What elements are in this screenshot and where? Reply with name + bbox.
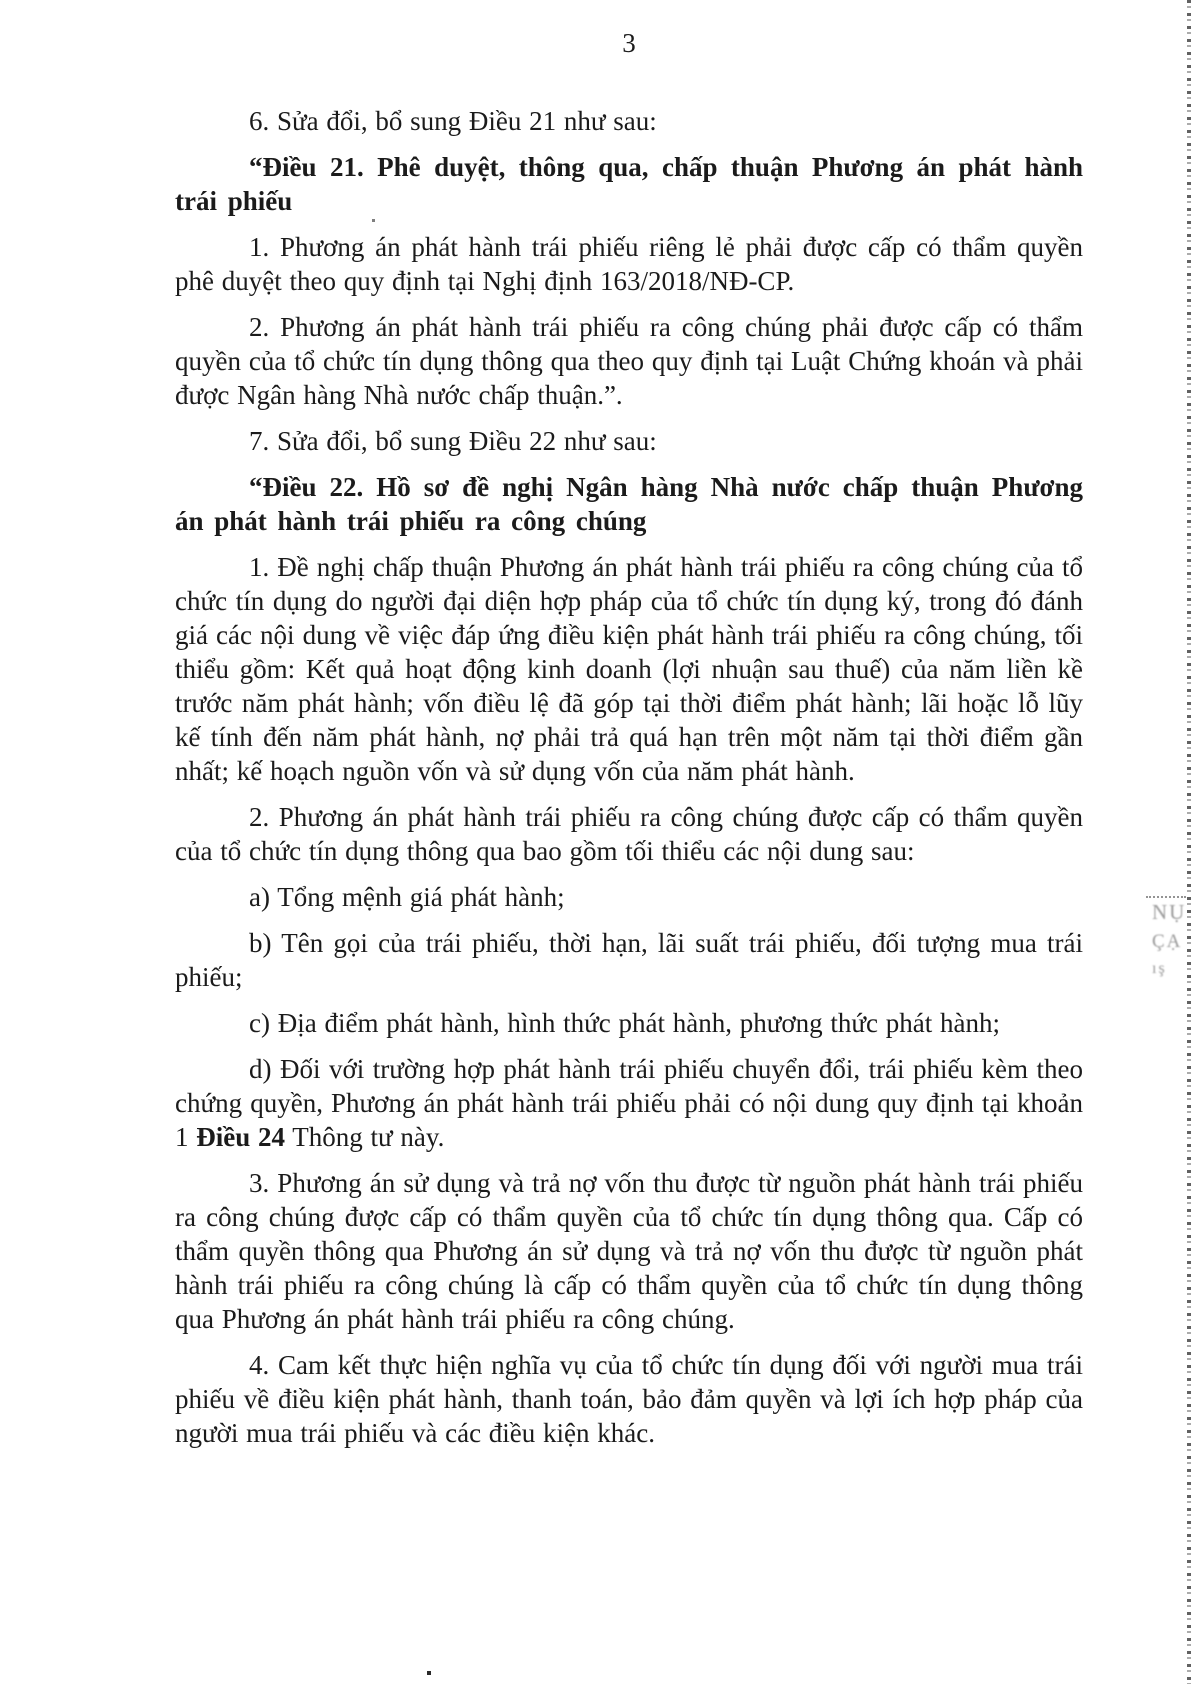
point-d-article-reference: Điều 24 [196, 1122, 285, 1152]
margin-stamp-fragment: ış [1152, 960, 1167, 977]
article-21-heading: “Điều 21. Phê duyệt, thông qua, chấp thuận Phương án phát hành trái phiếu [175, 152, 1083, 216]
scan-speck [372, 219, 375, 222]
paragraph-22-clause-2: 2. Phương án phát hành trái phiếu ra công chúng được cấp có thẩm quyền của tổ chức tín dụng thông qua bao gồm tối thiểu các nội dung sau: [175, 802, 1083, 866]
document-body [175, 104, 1083, 1450]
article-22-heading: “Điều 22. Hồ sơ đề nghị Ngân hàng Nhà nước chấp thuận Phương án phát hành trái phiếu ra công chúng [175, 472, 1083, 536]
point-d-text-end: Thông tư này. [285, 1122, 445, 1152]
point-d-text: d) Đối với trường hợp phát hành trái phiếu chuyển đổi, trái phiếu kèm theo chứng quyền, Phương án phát hành trái phiếu phải có nội dung quy định tại khoản 1 [175, 1054, 1083, 1152]
paragraph-22-clause-4: 4. Cam kết thực hiện nghĩa vụ của tổ chức tín dụng đối với người mua trái phiếu về điều kiện phát hành, thanh toán, bảo đảm quyền và lợi ích hợp pháp của người mua trái phiếu và các điều kiện khác. [175, 1350, 1083, 1448]
scan-speck [427, 1671, 431, 1675]
page-number: 3 [622, 28, 636, 58]
paragraph-amend-article-22: 7. Sửa đổi, bổ sung Điều 22 như sau: [249, 426, 657, 456]
paragraph-amend-article-21: 6. Sửa đổi, bổ sung Điều 21 như sau: [249, 106, 657, 136]
paragraph-22-point-b: b) Tên gọi của trái phiếu, thời hạn, lãi suất trái phiếu, đối tượng mua trái phiếu; [175, 928, 1083, 992]
scan-edge-dashed-line [1187, 0, 1191, 1684]
paragraph-22-point-a: a) Tổng mệnh giá phát hành; [249, 882, 565, 912]
paragraph-22-point-c: c) Địa điểm phát hành, hình thức phát hành, phương thức phát hành; [249, 1008, 1001, 1038]
paragraph-22-point-d [175, 1052, 1083, 1154]
paragraph-21-clause-1: 1. Phương án phát hành trái phiếu riêng lẻ phải được cấp có thẩm quyền phê duyệt theo quy định tại Nghị định 163/2018/NĐ-CP. [175, 232, 1083, 296]
margin-stamp-fragment: ÇẠ [1152, 931, 1183, 952]
paragraph-22-clause-3: 3. Phương án sử dụng và trả nợ vốn thu được từ nguồn phát hành trái phiếu ra công chúng được cấp có thẩm quyền của tổ chức tín dụng thông qua. Cấp có thẩm quyền thông qua Phương án sử dụng và trả nợ vốn thu được từ nguồn phát hành trái phiếu ra công chúng là cấp có thẩm quyền của tổ chức tín dụng thông qua Phương án phát hành trái phiếu ra công chúng. [175, 1168, 1083, 1334]
margin-stamp-fragment: NỤ [1152, 900, 1187, 924]
paragraph-22-clause-1: 1. Đề nghị chấp thuận Phương án phát hành trái phiếu ra công chúng của tổ chức tín dụng do người đại diện hợp pháp của tổ chức tín dụng ký, trong đó đánh giá các nội dung về việc đáp ứng điều kiện phát hành trái phiếu ra công chúng, tối thiểu gồm: Kết quả hoạt động kinh doanh (lợi nhuận sau thuế) của năm liền kề trước năm phát hành; vốn điều lệ đã góp tại thời điểm phát hành; lãi hoặc lỗ lũy kế tính đến năm phát hành, nợ phải trả quá hạn trên một năm tại thời điểm gần nhất; kế hoạch nguồn vốn và sử dụng vốn của năm phát hành. [175, 552, 1083, 786]
paragraph-21-clause-2: 2. Phương án phát hành trái phiếu ra công chúng phải được cấp có thẩm quyền của tổ chức tín dụng thông qua theo quy định tại Luật Chứng khoán và phải được Ngân hàng Nhà nước chấp thuận.”. [175, 312, 1083, 410]
scan-edge-dotted-segment [1146, 896, 1186, 898]
